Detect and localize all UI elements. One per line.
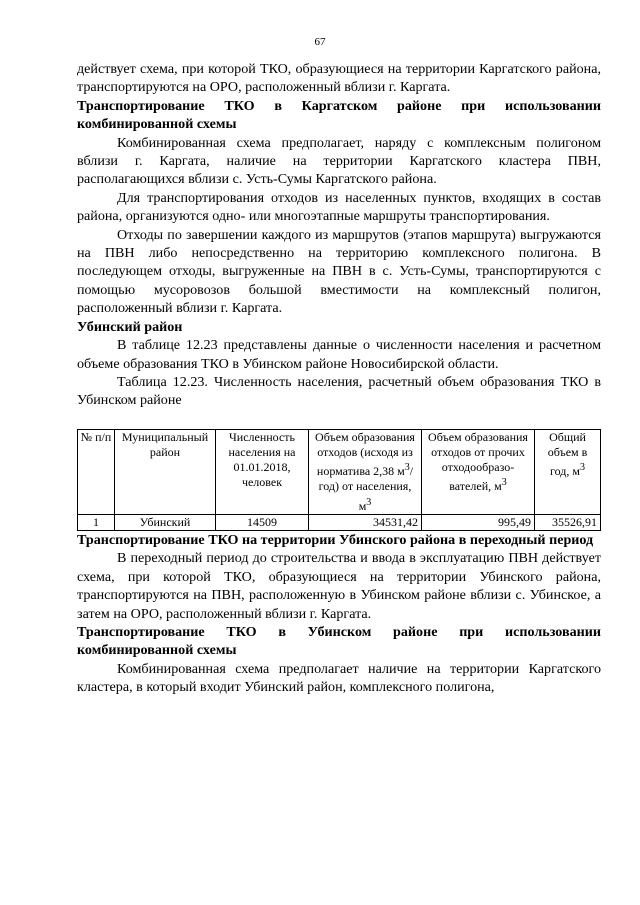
paragraph: действует схема, при которой ТКО, образующиеся на территории Каргатского района, транспортируются на ОРО, расположенный вблизи г. Каргата. <box>77 61 601 96</box>
paragraph: Комбинированная схема предполагает, наряду с комплексным полигоном вблизи г. Каргата, наличие на территории Каргатского кластера ПВН, располагающихся вблизи с. Усть-Сумы Каргатского района. <box>77 134 601 188</box>
table-header-row <box>78 429 601 514</box>
header-other-volume: Объем образования отходов от прочих отходообразо-вателей, $м^3$ <box>422 429 535 514</box>
header-household-volume: Объем образования отходов (исходя из норматива 2,38 $м^3/год$) от населения, $м^3$ <box>309 429 422 514</box>
section-heading: Убинский район <box>77 318 183 335</box>
paragraph: В таблице 12.23 представлены данные о численности населения и расчетном объеме образования ТКО в Убинском районе Новосибирской области. <box>77 337 601 372</box>
section-heading: Транспортирование ТКО в Каргатском районе при использовании комбинированной схемы <box>77 97 601 133</box>
cell-household-volume: 34531,42 <box>309 514 422 530</box>
cell-other-volume: 995,49 <box>422 514 535 530</box>
paragraph: В переходный период до строительства и ввода в эксплуатацию ПВН действует схема, при которой ТКО, образующиеся на территории Убинского района, транспортируются на ПВН, расположенную в Убинском районе вблизи с. Убинское, а затем на ОРО, расположенный вблизи г. Каргата. <box>77 550 601 622</box>
header-population: Численность населения на 01.01.2018, человек <box>216 429 309 514</box>
header-number: № п/п <box>78 429 115 514</box>
paragraph: Для транспортирования отходов из населенных пунктов, входящих в состав района, организуются одно- или многоэтапные маршруты транспортирования. <box>77 189 601 225</box>
cell-population: 14509 <box>216 514 309 530</box>
table-caption: Таблица 12.23. Численность населения, расчетный объем образования ТКО в Убинском районе <box>77 373 601 409</box>
paragraph: Отходы по завершении каждого из маршрутов (этапов маршрута) выгружаются на ПВН либо непосредственно на территорию комплексного полигона. В последующем отходы, выгруженные на ПВН в с. Усть-Сумы, транспортируются с помощью мусоровозов большой вместимости на комплексный полигон, расположенный вблизи г. Каргата. <box>77 226 601 317</box>
population-table <box>77 429 601 531</box>
cell-number: 1 <box>78 514 115 530</box>
cell-district: Убинский <box>115 514 216 530</box>
paragraph: Комбинированная схема предполагает наличие на территории Каргатского кластера, в который входит Убинский район, комплексного полигона, <box>77 660 601 696</box>
header-district: Муниципальный район <box>115 429 216 514</box>
table-row <box>78 514 601 530</box>
header-total-volume: Общий объем в год, $м^3$ <box>535 429 601 514</box>
section-heading: Транспортирование ТКО в Убинском районе при использовании комбинированной схемы <box>77 623 601 659</box>
document-body <box>77 60 601 697</box>
section-heading: Транспортирование ТКО на территории Убинского района в переходный период <box>77 531 594 548</box>
cell-total-volume: 35526,91 <box>535 514 601 530</box>
page-number: 67 <box>314 36 326 48</box>
